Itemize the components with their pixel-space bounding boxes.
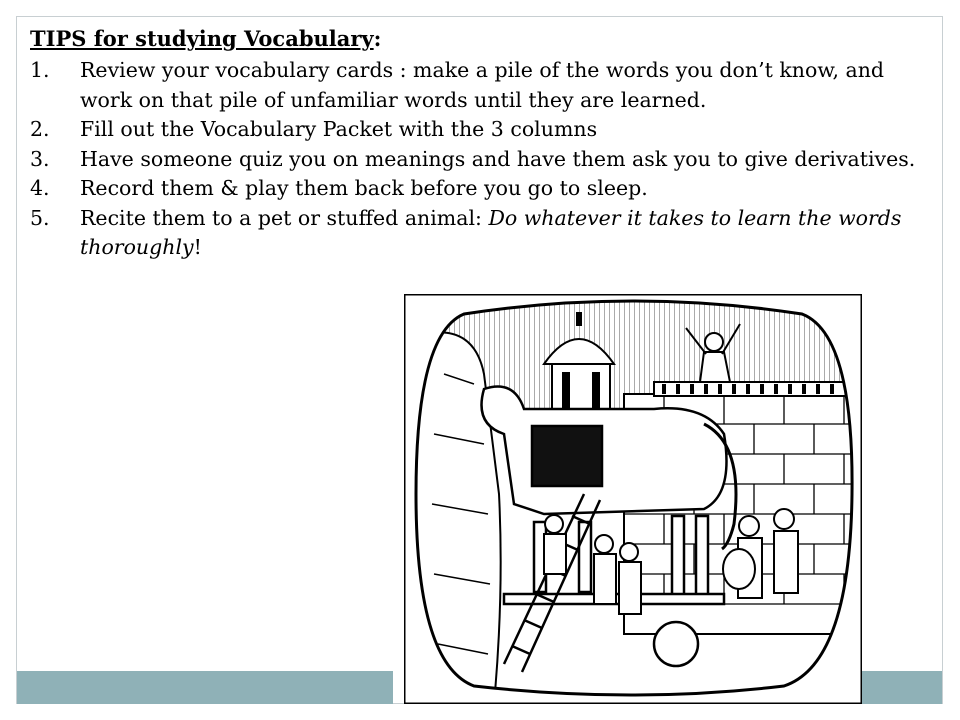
tip-item-4 [30,174,930,204]
tip-number: 4. [30,176,50,200]
tips-list [30,56,930,263]
engraving-scene [404,294,862,704]
tip-item-1 [30,56,930,115]
tip-number: 5. [30,205,50,230]
tip-text: Review your vocabulary cards : make a pile of the words you don’t know, and work on that pile of unfamiliar words until they are learned. [80,58,885,112]
tip-text-emphasis: Do whatever it takes to learn the words thoroughly [80,205,902,259]
footer-bar-left [17,671,393,704]
page-title-colon: : [373,26,382,51]
trojan-horse-illustration [404,294,862,704]
page-title [30,26,381,51]
footer-bar-right [862,671,942,704]
tip-text: Recite them to a pet or stuffed animal: [80,205,489,230]
tip-number: 1. [30,58,50,82]
tip-item-5 [30,204,930,263]
tip-text: Record them & play them back before you go to sleep. [80,176,648,200]
tip-text-end: ! [193,235,202,259]
page-title-text: TIPS for studying Vocabulary [30,26,374,51]
tip-item-3 [30,145,930,175]
tip-number: 2. [30,117,50,141]
tip-text: Have someone quiz you on meanings and have them ask you to give derivatives. [80,146,916,171]
tip-number: 3. [30,146,50,171]
tip-text: Fill out the Vocabulary Packet with the 3 columns [80,117,598,141]
tip-item-2 [30,115,930,145]
